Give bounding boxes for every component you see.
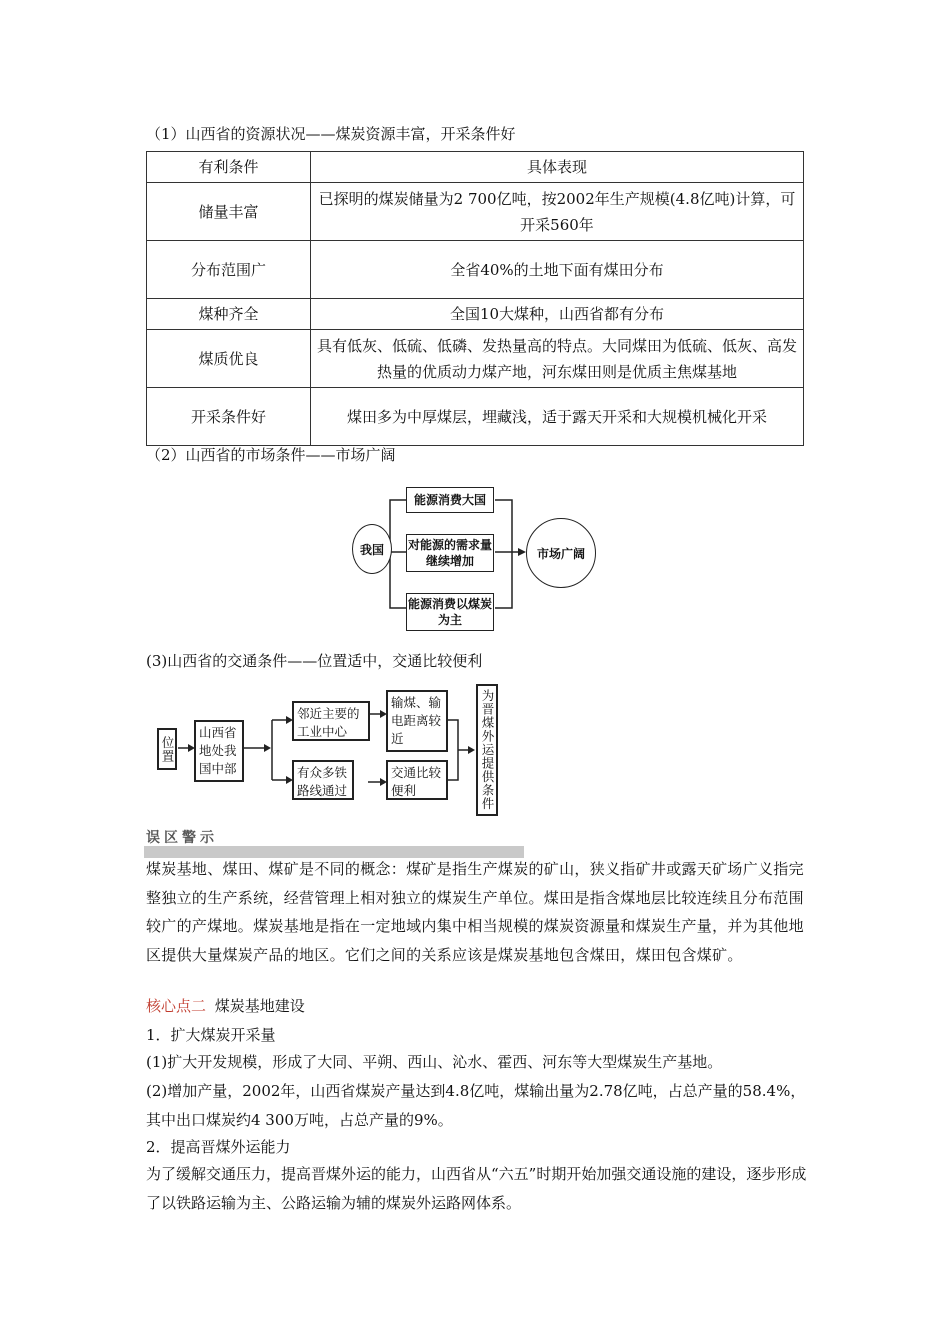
- table-cell-condition: 煤种齐全: [147, 299, 311, 330]
- table-cell-condition: 开采条件好: [147, 388, 311, 446]
- table-row: [147, 330, 804, 388]
- market-node-result: 市场广阔: [526, 518, 596, 588]
- market-node-china: 我国: [352, 524, 392, 574]
- table-row: [147, 299, 804, 330]
- point2-title: 2．提高晋煤外运能力: [146, 1138, 291, 1156]
- table-cell-detail: 全省40%的土地下面有煤田分布: [311, 241, 804, 299]
- section-title-resources: （1）山西省的资源状况——煤炭资源丰富，开采条件好: [146, 125, 516, 143]
- core-heading: [146, 996, 305, 1016]
- warning-text: 煤炭基地、煤田、煤矿是不同的概念：煤矿是指生产煤炭的矿山，狭义指矿井或露天矿场广义指完整独立的生产系统，经营管理上相对独立的煤炭生产单位。煤田是指含煤地层比较连续且分布范围较广的产煤地。煤炭基地是指在一定地域内集中相当规模的煤炭资源量和煤炭生产量，并为其他地区提供大量煤炭产品的地区。它们之间的关系应该是煤炭基地包含煤田，煤田包含煤矿。: [146, 860, 804, 964]
- transport-node-middle: 山西省地处我国中部: [194, 720, 244, 782]
- point1-a: (1)扩大开发规模，形成了大同、平朔、西山、沁水、霍西、河东等大型煤炭生产基地。: [146, 1053, 723, 1071]
- point1-b: (2)增加产量，2002年，山西省煤炭产量达到4.8亿吨，煤输出量为2.78亿吨，占总产量的58.4%，其中出口煤炭约4 300万吨，占总产量的9%。: [146, 1082, 806, 1129]
- transport-node-upper1: 邻近主要的工业中心: [292, 701, 370, 741]
- table-cell-detail: 已探明的煤炭储量为2 700亿吨，按2002年生产规模(4.8亿吨)计算，可开采560年: [311, 183, 804, 241]
- table-header-condition: 有利条件: [147, 152, 311, 183]
- section-title-transport: (3)山西省的交通条件——位置适中，交通比较便利: [146, 652, 483, 670]
- transport-node-lower2: 交通比较便利: [386, 760, 448, 800]
- transport-node-lower1: 有众多铁路线通过: [292, 760, 354, 800]
- table-row: [147, 183, 804, 241]
- table-row: [147, 241, 804, 299]
- core-label: 核心点二: [146, 997, 207, 1015]
- point2-text: 为了缓解交通压力，提高晋煤外运的能力，山西省从“六五”时期开始加强交通设施的建设，逐步形成了以铁路运输为主、公路运输为辅的煤炭外运路网体系。: [146, 1165, 807, 1212]
- core-title: 煤炭基地建设: [214, 997, 305, 1015]
- table-cell-condition: 分布范围广: [147, 241, 311, 299]
- transport-node-start: 位置: [157, 728, 177, 770]
- point1-title: 1．扩大煤炭开采量: [146, 1026, 276, 1044]
- section-title-market: （2）山西省的市场条件——市场广阔: [146, 446, 396, 464]
- table-header-detail: 具体表现: [311, 152, 804, 183]
- market-node-item: 对能源的需求量继续增加: [406, 534, 494, 572]
- resource-table: [146, 151, 804, 446]
- warning-title: 误区警示: [146, 830, 218, 846]
- table-row: [147, 388, 804, 446]
- market-node-item: 能源消费大国: [406, 487, 494, 513]
- table-cell-condition: 储量丰富: [147, 183, 311, 241]
- market-node-item: 能源消费以煤炭为主: [406, 593, 494, 631]
- table-cell-condition: 煤质优良: [147, 330, 311, 388]
- transport-node-upper2: 输煤、输电距离较近: [386, 690, 448, 752]
- table-header-row: [147, 152, 804, 183]
- table-cell-detail: 煤田多为中厚煤层，埋藏浅，适于露天开采和大规模机械化开采: [311, 388, 804, 446]
- transport-node-result: 为晋煤外运提供条件: [476, 684, 498, 816]
- table-cell-detail: 具有低灰、低硫、低磷、发热量高的特点。大同煤田为低硫、低灰、高发热量的优质动力煤产地，河东煤田则是优质主焦煤基地: [311, 330, 804, 388]
- table-cell-detail: 全国10大煤种，山西省都有分布: [311, 299, 804, 330]
